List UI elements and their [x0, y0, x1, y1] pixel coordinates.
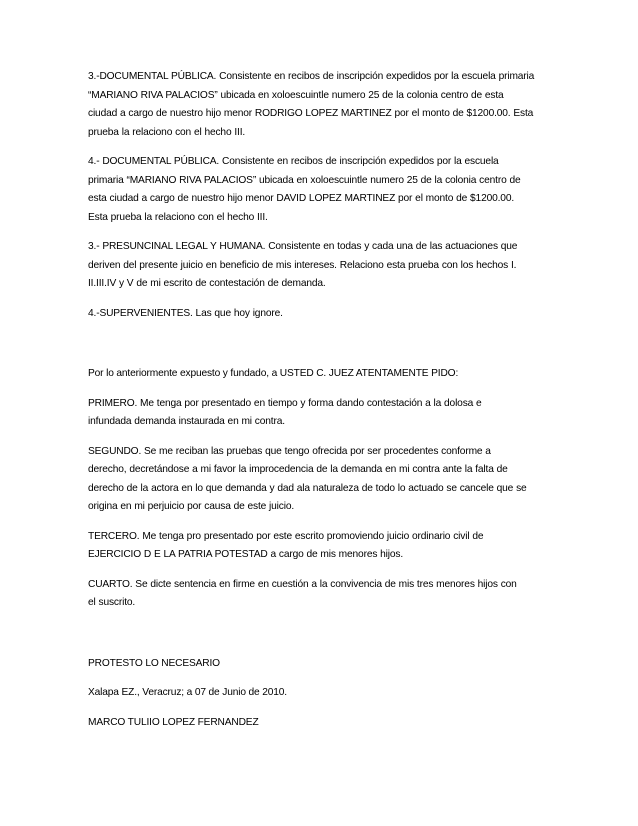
text-line: EJERCICIO D E LA PATRIA POTESTAD a cargo de mis menores hijos. [88, 549, 404, 560]
text-line: SEGUNDO. Se me reciban las pruebas que tengo ofrecida por ser procedentes conforme a [88, 445, 491, 457]
text-line: prueba la relaciono con el hecho III. [88, 126, 246, 138]
text-line: origina en mi perjuicio por causa de este juicio. [88, 501, 295, 512]
text-line: II.III.IV y V de mi escrito de contestación de demanda. [88, 278, 326, 289]
signatory-name: MARCO TULIIO LOPEZ FERNANDEZ [88, 716, 259, 728]
text-line: infundada demanda instaurada en mi contra. [88, 416, 285, 427]
evidence-paragraph-supervenientes [88, 305, 558, 324]
text-line: 3.-DOCUMENTAL PÚBLICA. Consistente en recibos de inscripción expedidos por la escuela primaria [88, 71, 535, 82]
request-intro: Por lo anteriormente expuesto y fundado, a USTED C. JUEZ ATENTAMENTE PIDO: [88, 368, 459, 379]
evidence-paragraph-documental-2 [88, 153, 558, 227]
text-line: Esta prueba la relaciono con el hecho III. [88, 211, 268, 223]
evidence-paragraph-documental-1 [88, 68, 558, 142]
text-line: primaria “MARIANO RIVA PALACIOS” ubicada en xoloescuintle numero 25 de la colonia centro de [88, 174, 521, 186]
text-line: derecho de la actora en lo que demanda y dad ala naturaleza de todo lo actuado se cancele que se [88, 482, 527, 494]
text-line: ciudad a cargo de nuestro hijo menor RODRIGO LOPEZ MARTINEZ por el monto de $1200.00. Esta [88, 108, 534, 119]
text-line: deriven del presente juicio en beneficio de mis intereses. Relaciono esta prueba con los hechos I. [88, 259, 517, 271]
text-line: el suscrito. [88, 597, 136, 608]
text-line: CUARTO. Se dicte sentencia en firme en cuestión a la convivencia de mis tres menores hijos con [88, 578, 517, 590]
spacer [88, 334, 558, 365]
text-line: 4.-SUPERVENIENTES. Las que hoy ignore. [88, 307, 283, 319]
text-line: “MARIANO RIVA PALACIOS” ubicada en xoloescuintle numero 25 de la colonia centro de esta [88, 89, 504, 101]
text-line: derecho, decretándose a mi favor la improcedencia de la demanda en mi contra ante la falta de [88, 464, 508, 475]
text-line: esta ciudad a cargo de nuestro hijo menor DAVID LOPEZ MARTINEZ por el monto de $1200.00. [88, 193, 515, 204]
place-and-date: Xalapa EZ., Veracruz; a 07 de Junio de 2010. [88, 687, 287, 698]
text-line: TERCERO. Me tenga pro presentado por este escrito promoviendo juicio ordinario civil de [88, 530, 484, 542]
evidence-paragraph-presuncional [88, 238, 558, 294]
document-body [88, 68, 558, 743]
text-line: 4.- DOCUMENTAL PÚBLICA. Consistente en recibos de inscripción expedidos por la escuela [88, 156, 499, 167]
spacer [88, 624, 558, 655]
text-line: PRIMERO. Me tenga por presentado en tiempo y forma dando contestación a la dolosa e [88, 397, 482, 409]
closing-protest: PROTESTO LO NECESARIO [88, 657, 220, 669]
request-segundo [88, 443, 558, 517]
request-tercero [88, 528, 558, 565]
request-primero [88, 395, 558, 432]
text-line: 3.- PRESUNCINAL LEGAL Y HUMANA. Consistente en todas y cada una de las actuaciones que [88, 241, 518, 252]
request-cuarto [88, 576, 558, 613]
